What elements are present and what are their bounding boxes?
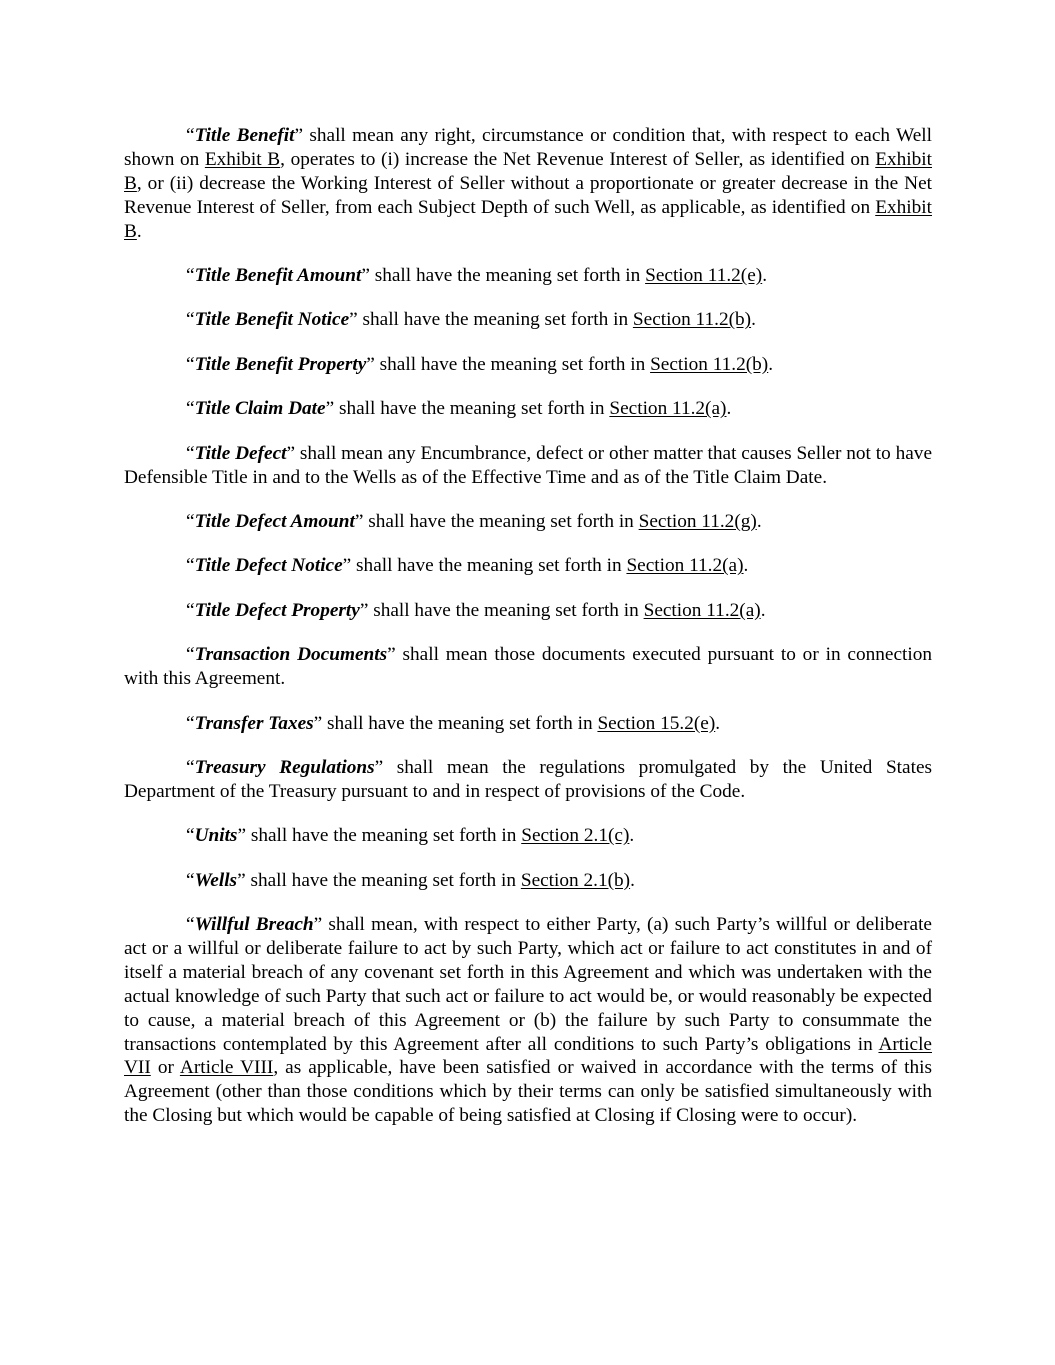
- defined-term: Title Defect Notice: [194, 555, 343, 577]
- defined-term: Title Benefit Notice: [194, 309, 350, 331]
- definition-paragraph: [124, 510, 932, 534]
- definition-text: or: [150, 1057, 180, 1079]
- definition-text: ” shall have the meaning set forth in: [325, 398, 610, 420]
- cross-reference-link[interactable]: Exhibit B: [204, 148, 281, 170]
- open-quote: “: [186, 756, 195, 778]
- definition-text: .: [136, 220, 142, 242]
- definition-text: ” shall have the meaning set forth in: [342, 555, 627, 577]
- definition-text: ” shall mean those documents executed pursuant to or in connection with this Agreement.: [124, 644, 933, 690]
- definition-text: , operates to (i) increase the Net Revenue Interest of Seller, as identified on: [280, 148, 876, 170]
- definition-text: ” shall mean any Encumbrance, defect or other matter that causes Seller not to have Defensible Title in and to the Wells as of the Effective Time and as of the Title Claim Date.: [124, 442, 932, 488]
- defined-term: Transaction Documents: [194, 644, 388, 666]
- definition-paragraph: [124, 264, 932, 288]
- cross-reference-link[interactable]: Section 11.2(a): [609, 398, 727, 420]
- cross-reference-link[interactable]: Section 2.1(b): [520, 869, 631, 891]
- definition-paragraph: [124, 869, 932, 893]
- cross-reference-link[interactable]: Section 2.1(c): [521, 825, 630, 847]
- definition-text: .: [629, 825, 635, 847]
- definition-text: ” shall have the meaning set forth in: [354, 510, 639, 532]
- definition-text: .: [726, 398, 732, 420]
- open-quote: “: [186, 398, 195, 420]
- definition-text: ” shall have the meaning set forth in: [366, 353, 651, 375]
- definition-paragraph: [124, 442, 932, 490]
- definition-text: .: [630, 869, 635, 891]
- definition-paragraph: [124, 643, 932, 691]
- definition-paragraph: [124, 353, 932, 377]
- cross-reference-link[interactable]: Section 11.2(b): [632, 309, 752, 331]
- cross-reference-link[interactable]: Section 15.2(e): [597, 712, 716, 734]
- definition-text: ” shall have the meaning set forth in: [313, 712, 598, 734]
- cross-reference-link[interactable]: Article VII: [124, 1033, 932, 1079]
- cross-reference-link[interactable]: Article VIII: [179, 1057, 274, 1079]
- open-quote: “: [186, 442, 195, 464]
- cross-reference-link[interactable]: Section 11.2(a): [626, 555, 744, 577]
- definition-text: .: [715, 712, 721, 734]
- definition-paragraph: [124, 124, 932, 244]
- open-quote: “: [186, 125, 195, 146]
- defined-term: Transfer Taxes: [194, 712, 314, 734]
- cross-reference-link[interactable]: Exhibit B: [124, 196, 932, 242]
- definition-text: .: [751, 309, 756, 331]
- defined-term: Treasury Regulations: [194, 756, 375, 778]
- definition-text: ” shall have the meaning set forth in: [359, 599, 644, 621]
- defined-term: Title Defect Property: [194, 599, 360, 621]
- defined-term: Willful Breach: [194, 914, 314, 936]
- definition-text: , or (ii) decrease the Working Interest of Seller without a proportionate or greater decrease in the Net Revenue Interest of Seller, from each Subject Depth of such Well, as applicable, as identified on: [124, 172, 932, 218]
- definition-paragraph: [124, 712, 932, 736]
- definition-text: .: [762, 265, 768, 287]
- definition-paragraph: [124, 913, 932, 1128]
- cross-reference-link[interactable]: Section 11.2(e): [645, 265, 763, 287]
- defined-term: Title Defect: [194, 442, 287, 464]
- definition-paragraph: [124, 308, 932, 332]
- definition-text: .: [768, 353, 774, 375]
- open-quote: “: [186, 353, 195, 375]
- cross-reference-link[interactable]: Exhibit B: [124, 148, 932, 194]
- open-quote: “: [186, 510, 195, 532]
- open-quote: “: [186, 599, 195, 621]
- definition-paragraph: [124, 756, 932, 804]
- cross-reference-link[interactable]: Section 11.2(g): [638, 510, 757, 532]
- definition-paragraph: [124, 599, 932, 623]
- definition-text: .: [760, 599, 766, 621]
- cross-reference-link[interactable]: Section 11.2(a): [643, 599, 761, 621]
- definition-text: ” shall mean any right, circumstance or condition that, with respect to each Well shown on: [124, 125, 932, 170]
- open-quote: “: [186, 825, 195, 847]
- definition-text: ” shall have the meaning set forth in: [361, 265, 646, 287]
- defined-term: Title Benefit Amount: [194, 265, 362, 287]
- defined-term: Title Benefit: [194, 125, 295, 146]
- defined-term: Wells: [194, 869, 238, 891]
- open-quote: “: [186, 644, 195, 666]
- definition-text: ” shall have the meaning set forth in: [237, 869, 521, 891]
- defined-term: Units: [194, 825, 238, 847]
- definition-text: .: [756, 510, 762, 532]
- definition-text: ” shall have the meaning set forth in: [237, 825, 522, 847]
- open-quote: “: [186, 265, 195, 287]
- definition-text: ” shall mean the regulations promulgated by the United States Department of the Treasury pursuant to and in respect of provisions of the Code.: [124, 756, 932, 802]
- open-quote: “: [186, 309, 195, 331]
- open-quote: “: [186, 869, 195, 891]
- defined-term: Title Benefit Property: [194, 353, 367, 375]
- definition-text: .: [743, 555, 749, 577]
- definition-paragraph: [124, 554, 932, 578]
- open-quote: “: [186, 712, 195, 734]
- definition-paragraph: [124, 397, 932, 421]
- defined-term: Title Claim Date: [194, 398, 326, 420]
- open-quote: “: [186, 914, 195, 936]
- definition-paragraph: [124, 824, 932, 848]
- cross-reference-link[interactable]: Section 11.2(b): [650, 353, 769, 375]
- document-page: [124, 124, 932, 1149]
- definition-text: ” shall mean, with respect to either Party, (a) such Party’s willful or deliberate act or a willful or deliberate failure to act by such Party, which act or failure to act constitutes in and of itself a material breach of any covenant set forth in this Agreement and which was undertaken with the actual knowledge of such Party that such act or failure to act would be, or would reasonably be expected to cause, a material breach of this Agreement or (b) the failure by such Party to consummate the transactions contemplated by this Agreement after all conditions to such Party’s obligations in: [124, 914, 932, 1055]
- definition-text: ” shall have the meaning set forth in: [349, 309, 633, 331]
- open-quote: “: [186, 555, 195, 577]
- defined-term: Title Defect Amount: [194, 510, 355, 532]
- definition-text: , as applicable, have been satisfied or waived in accordance with the terms of this Agreement (other than those conditions which by their terms can only be satisfied simultaneously with the Closing but which would be capable of being satisfied at Closing if Closing were to occur).: [124, 1057, 932, 1127]
